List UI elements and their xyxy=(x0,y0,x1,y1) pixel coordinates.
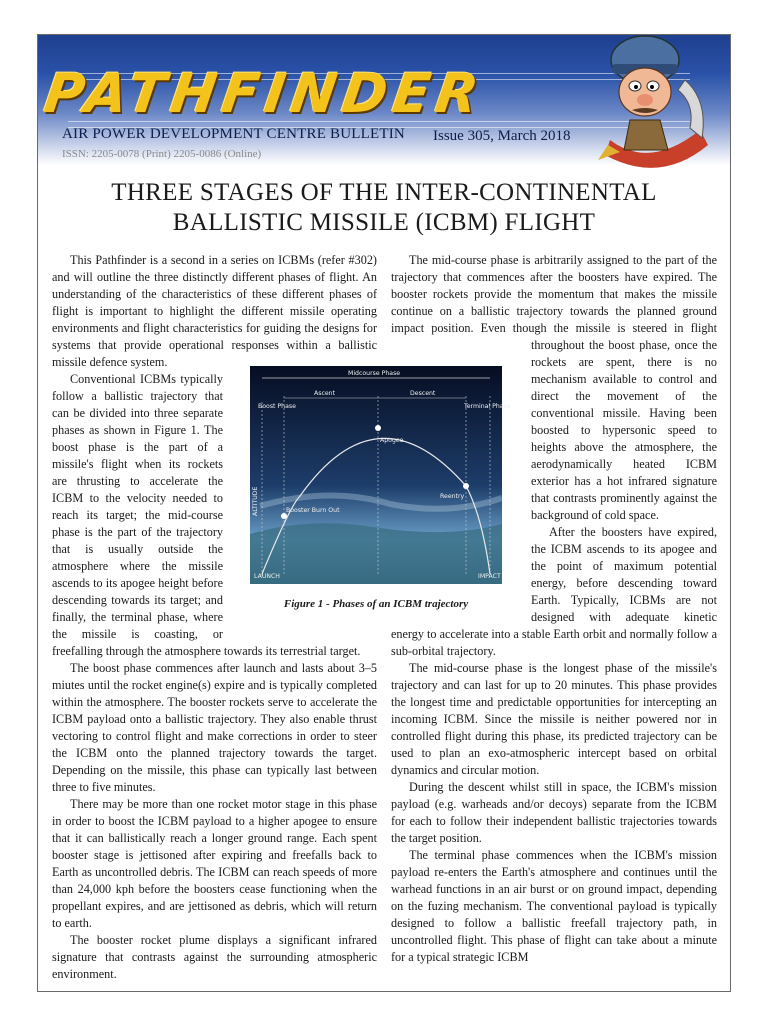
label-reentry: Reentry xyxy=(440,493,465,500)
article-title xyxy=(60,178,708,238)
reentry-point xyxy=(463,483,469,489)
label-ascent: Ascent xyxy=(314,390,336,397)
label-booster: Booster Burn Out xyxy=(286,507,340,514)
brand-logo: PATHFINDER xyxy=(40,62,489,125)
paragraph: Conventional ICBMs typically follow a ballistic trajectory that can be divided into three separate phases as shown in Figure 1. The boost phase is the part of a missile's flight when its rockets are thrusting to accelerate the ICBM to the velocity needed to reach its target; the mid-course phase is the part of the trajectory that is usually outside the atmosphere where the missile ascends to its apogee height before descending towards its target; and finally, the terminal phase, where the missile is coasting, or freefalling through the atmosphere towards its terrestrial target. xyxy=(52,372,361,658)
issue-number: Issue 305, March 2018 xyxy=(433,128,571,144)
earth-surface xyxy=(250,523,502,584)
paragraph: The mid-course phase is arbitrarily assigned to the part of the trajectory that commences after the boosters have expired. The booster rockets provide the momentum that makes the missile continue on a ballistic trajectory towards the planned ground impact position. Even though the missile is steered in flight throughout the boost phase, once the rockets are spent, there is no mechanism available to control and direct the movement of the conventional missile. Having been boosted to hypersonic speed to heights above the atmosphere, the aerodynamically heated ICBM exterior has a hot infrared signature that contrasts prominently against the background of cold space. xyxy=(391,253,717,522)
label-boost: Boost Phase xyxy=(258,403,296,410)
label-launch: LAUNCH xyxy=(254,573,280,580)
label-descent: Descent xyxy=(410,390,436,397)
paragraph: The mid-course phase is the longest phase of the missile's trajectory and can last for up to 20 minutes. This phase provides the longest time and predictable opportunities for intercepting an incoming ICBM. Since the missile is neither powered nor in controlled flight during this phase, its predicted trajectory can be used to plan an exo-atmospheric intercept based on orbital dynamics and circular motion. xyxy=(391,661,717,777)
title-line: THREE STAGES OF THE INTER-CONTINENTAL xyxy=(111,179,657,206)
paragraph: The boost phase commences after launch and lasts about 3–5 miutes until the rocket engine(s) expire and is typically completed within the atmosphere. The booster rockets serve to accelerate the ICBM payload onto a ballistic trajectory. They also enable thrust vectoring to control flight and make corrections in order to steer the ICBM onto the planned trajectory towards the target. Depending on the missile, this phase can typically last between three to five minutes. xyxy=(52,661,377,794)
icbm-trajectory-figure xyxy=(250,366,511,584)
label-apogee: Apogee xyxy=(380,437,404,444)
paragraph: The booster rocket plume displays a significant infrared signature that contrasts against the surrounding atmospheric environment. xyxy=(52,933,377,981)
apogee-point xyxy=(375,425,381,431)
paragraph: During the descent whilst still in space, the ICBM's mission payload (e.g. warheads and/or decoys) separate from the ICBM for each to follow their independent ballistic trajectories towards the target position. xyxy=(391,780,717,845)
label-impact: IMPACT xyxy=(478,573,501,580)
paragraph: This Pathfinder is a second in a series on ICBMs (refer #302) and will outline the three distinctly different phases of flight. An understanding of the characteristics of these different phases of flight is important to highlight the different missile operating environments and flight characteristics for guiding the designs for systems that provide operational responses within a ballistic missile defence system. xyxy=(52,253,377,369)
title-line: BALLISTIC MISSILE (ICBM) FLIGHT xyxy=(172,209,596,236)
paragraph: The terminal phase commences when the ICBM's mission payload re-enters the Earth's atmosphere and continues until the warhead functions in an air burst or on ground impact, depending on the fuzing mechanism. The conventional payload is typically designed to follow a ballistic freefall trajectory path, in uncontrolled flight. This phase of flight can take about a minute for a typical strategic ICBM xyxy=(391,848,717,964)
column-left xyxy=(52,252,377,983)
label-altitude: ALTITUDE xyxy=(252,486,259,516)
label-midcourse: Midcourse Phase xyxy=(348,370,401,377)
paragraph: There may be more than one rocket motor stage in this phase in order to boost the ICBM payload to a higher apogee to ensure that it can ballistically reach a longer ground range. Each spent booster stage is jettisoned after expiring and freefalls back to Earth as uncontrolled debris. The ICBM can reach speeds of more than 24,000 kph before the boosters cease functioning when the propellant expires, and are jettisoned as debris, which will return to earth. xyxy=(52,797,377,930)
pilot-mascot-icon xyxy=(590,20,710,170)
figure-caption: Figure 1 - Phases of an ICBM trajectory xyxy=(283,598,469,610)
bulletin-name: AIR POWER DEVELOPMENT CENTRE BULLETIN xyxy=(62,126,405,142)
issn: ISSN: 2205-0078 (Print) 2205-0086 (Online) xyxy=(62,148,262,160)
label-terminal: Terminal Phase xyxy=(464,403,511,410)
paragraph: After the boosters have expired, the ICBM ascends to its apogee and the point of maximum potential energy, before descending toward Earth. Typically, ICBMs are not designed with adequate kinetic energy to accelerate into a stable Earth orbit and normally follow a sub-orbital trajectory. xyxy=(391,525,717,658)
